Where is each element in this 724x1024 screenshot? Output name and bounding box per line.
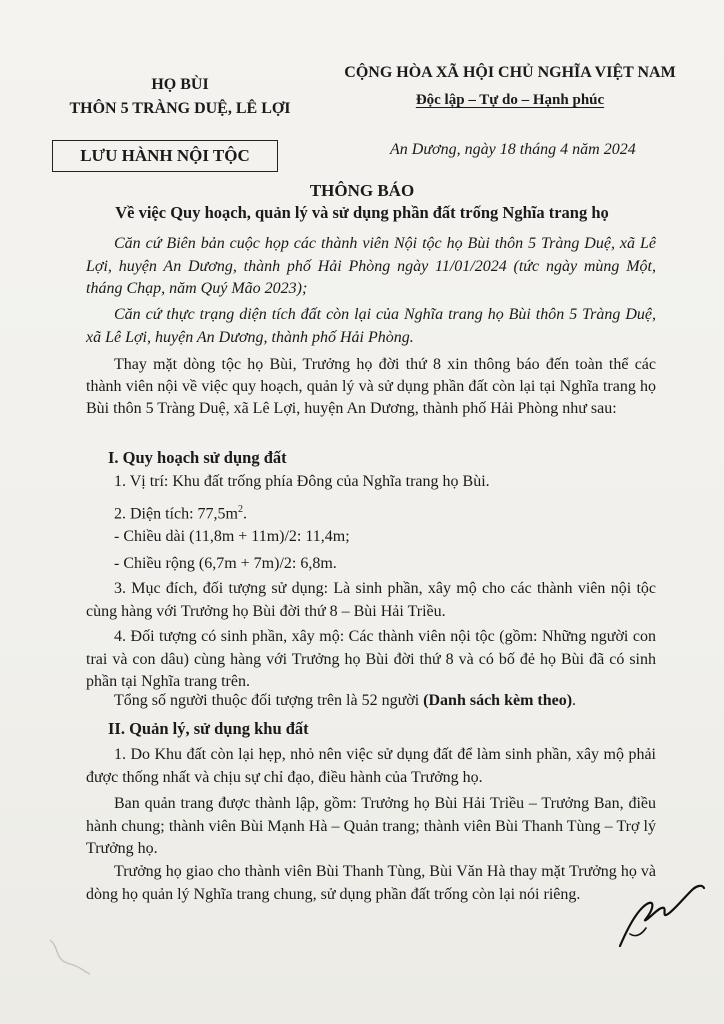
delegation-paragraph: Trưởng họ giao cho thành viên Bùi Thanh Tùng, Bùi Văn Hà thay mặt Trưởng họ và dòng họ quản lý Nghĩa trang chung, sử dụng phần đất trống còn lại nói riêng. (86, 863, 656, 903)
total-count (114, 690, 576, 712)
basis-land-status: Căn cứ thực trạng diện tích đất còn lại của Nghĩa trang họ Bùi thôn 5 Tràng Duệ, xã Lê Lợi, huyện An Dương, thành phố Hải Phòng. (86, 306, 656, 346)
section1-heading: I. Quy hoạch sử dụng đất (108, 448, 287, 467)
total-count-text: Tổng số người thuộc đối tượng trên là 52 người (114, 692, 424, 709)
clan-location: THÔN 5 TRÀNG DUỆ, LÊ LỢI (69, 100, 291, 117)
item-eligible: 4. Đối tượng có sinh phần, xây mộ: Các thành viên nội tộc (gồm: Những người con trai và con dâu) cùng hàng với Trưởng họ Bùi đời thứ 8 và có bố đẻ họ Bùi đã có sinh phần tại Nghĩa trang trên. (86, 628, 656, 690)
item-area-text: 2. Diện tích: 77,5m (114, 505, 238, 523)
item-area-sup: 2 (237, 504, 243, 515)
item-purpose: 3. Mục đích, đối tượng sử dụng: Là sinh phần, xây mộ cho các thành viên nội tộc cùng hàng với Trưởng họ Bùi đời thứ 8 – Bùi Hải Triều. (86, 580, 656, 620)
board-composition: Ban quản trang được thành lập, gồm: Trưởng họ Bùi Hải Triều – Trưởng Ban, điều hành chung; thành viên Bùi Mạnh Hà – Quản trang; thành viên Bùi Thanh Tùng – Trợ lý Trưởng họ. (86, 795, 656, 857)
item-area-suffix: . (242, 505, 247, 523)
national-motto: Độc lập – Tự do – Hạnh phúc (415, 92, 605, 108)
internal-circulation-label: LƯU HÀNH NỘI TỘC (52, 140, 278, 172)
item-length: - Chiều dài (11,8m + 11m)/2: 11,4m; (114, 528, 350, 545)
ink-smudge (40, 930, 100, 980)
item-width: - Chiều rộng (6,7m + 7m)/2: 6,8m. (114, 555, 337, 572)
clan-name: HỌ BÙI (151, 76, 209, 93)
item-area (114, 499, 247, 525)
basis-meeting-minutes: Căn cứ Biên bản cuộc họp các thành viên Nội tộc họ Bùi thôn 5 Tràng Duệ, xã Lê Lợi, huyện An Dương, thành phố Hải Phòng ngày 11/01/2024 (tức ngày mùng Một, tháng Chạp, năm Quý Mão 2023); (86, 235, 656, 297)
national-title: CỘNG HÒA XÃ HỘI CHỦ NGHĨA VIỆT NAM (344, 64, 676, 81)
document-subtitle: Về việc Quy hoạch, quản lý và sử dụng phần đất trống Nghĩa trang họ (115, 203, 609, 222)
signature-mark (612, 876, 712, 956)
document-title: THÔNG BÁO (309, 181, 415, 200)
document-date: An Dương, ngày 18 tháng 4 năm 2024 (390, 141, 636, 158)
item-location: 1. Vị trí: Khu đất trống phía Đông của Nghĩa trang họ Bùi. (114, 473, 490, 490)
total-count-suffix: . (572, 692, 577, 709)
total-count-attachment: (Danh sách kèm theo) (423, 692, 573, 709)
section2-heading: II. Quản lý, sử dụng khu đất (108, 719, 309, 738)
intro-paragraph: Thay mặt dòng tộc họ Bùi, Trưởng họ đời thứ 8 xin thông báo đến toàn thể các thành viên nội về việc quy hoạch, quản lý và sử dụng phần đất còn lại tại Nghĩa trang họ Bùi thôn 5 Tràng Duệ, xã Lê Lợi, huyện An Dương, thành phố Hải Phòng như sau: (86, 356, 656, 418)
item-management: 1. Do Khu đất còn lại hẹp, nhỏ nên việc sử dụng đất để làm sinh phần, xây mộ phải được thống nhất và chịu sự chỉ đạo, điều hành của Trưởng họ. (86, 746, 656, 786)
